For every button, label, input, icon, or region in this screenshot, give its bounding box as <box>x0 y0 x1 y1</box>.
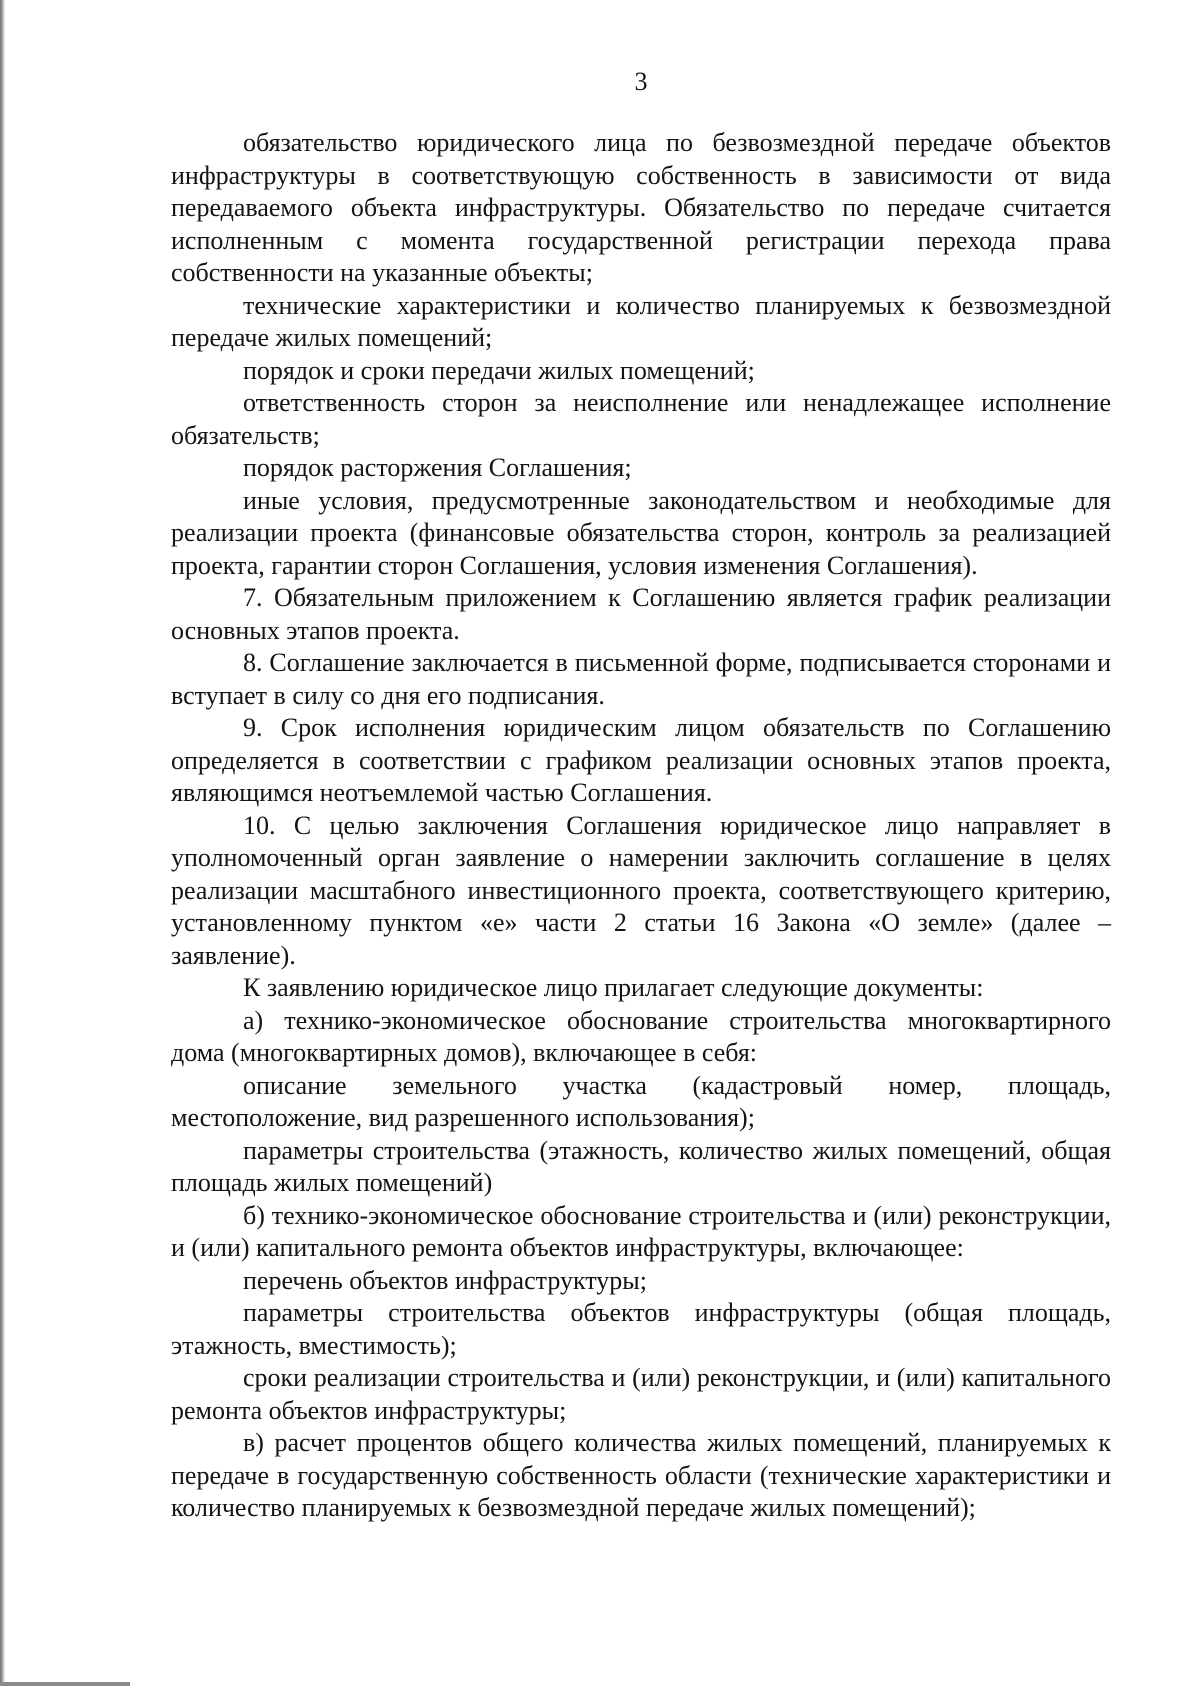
paragraph-subitem-b: б) технико-экономическое обоснование строительства и (или) реконструкции, и (или) капитального ремонта объектов инфраструктуры, включающее: <box>171 1200 1111 1262</box>
paragraph-item-7: 7. Обязательным приложением к Соглашению является график реализации основных этапов проекта. <box>171 583 1111 645</box>
paragraph-item-9: 9. Срок исполнения юридическим лицом обязательств по Соглашению определяется в соответствии с графиком реализации основных этапов проекта, являющимся неотъемлемой частью Соглашения. <box>171 713 1111 807</box>
page-number: 3 <box>634 67 648 96</box>
paragraph-implementation-terms: сроки реализации строительства и (или) реконструкции, и (или) капитального ремонта объектов инфраструктуры; <box>171 1363 1111 1425</box>
paragraph-infrastructure-list: перечень объектов инфраструктуры; <box>243 1265 647 1295</box>
paragraph-infrastructure-parameters: параметры строительства объектов инфраструктуры (общая площадь, этажность, вместимость); <box>171 1298 1111 1360</box>
document-body <box>171 127 1111 1525</box>
paragraph-other-conditions: иные условия, предусмотренные законодательством и необходимые для реализации проекта (финансовые обязательства сторон, контроль за реализацией проекта, гарантии сторон Соглашения, условия изменения Соглашения). <box>171 485 1111 580</box>
paragraph-technical-characteristics: технические характеристики и количество планируемых к безвозмездной передаче жилых помещений; <box>171 290 1111 352</box>
paragraph-land-plot-description: описание земельного участка (кадастровый номер, площадь, местоположение, вид разрешенного использования); <box>171 1070 1111 1132</box>
scan-edge-left <box>0 0 5 1686</box>
paragraph-construction-parameters: параметры строительства (этажность, количество жилых помещений, общая площадь жилых помещений) <box>171 1135 1111 1197</box>
paragraph-termination: порядок расторжения Соглашения; <box>243 453 632 482</box>
paragraph-liability: ответственность сторон за неисполнение или ненадлежащее исполнение обязательств; <box>171 388 1111 450</box>
paragraph-transfer-procedure: порядок и сроки передачи жилых помещений; <box>243 355 755 385</box>
paragraph-subitem-v: в) расчет процентов общего количества жилых помещений, планируемых к передаче в государственную собственность области (технические характеристики и количество планируемых к безвозмездной передаче жилых помещений); <box>171 1428 1111 1522</box>
paragraph-documents-intro: К заявлению юридическое лицо прилагает следующие документы: <box>243 973 984 1002</box>
paragraph-subitem-a: а) технико-экономическое обоснование строительства многоквартирного дома (многоквартирных домов), включающее в себя: <box>171 1005 1111 1067</box>
paragraph-item-8: 8. Соглашение заключается в письменной форме, подписывается сторонами и вступает в силу со дня его подписания. <box>171 648 1111 710</box>
scan-edge-bottom <box>0 1682 130 1686</box>
paragraph-transfer-obligation: обязательство юридического лица по безвозмездной передаче объектов инфраструктуры в соответствующую собственность в зависимости от вида передаваемого объекта инфраструктуры. Обязательство по передаче считается исполненным с момента государственной регистрации перехода права собственности на указанные объекты; <box>171 128 1111 287</box>
paragraph-item-10: 10. С целью заключения Соглашения юридическое лицо направляет в уполномоченный орган заявление о намерении заключить соглашение в целях реализации масштабного инвестиционного проекта, соответствующего критерию, установленному пунктом «е» части 2 статьи 16 Закона «О земле» (далее – заявление). <box>171 810 1111 970</box>
